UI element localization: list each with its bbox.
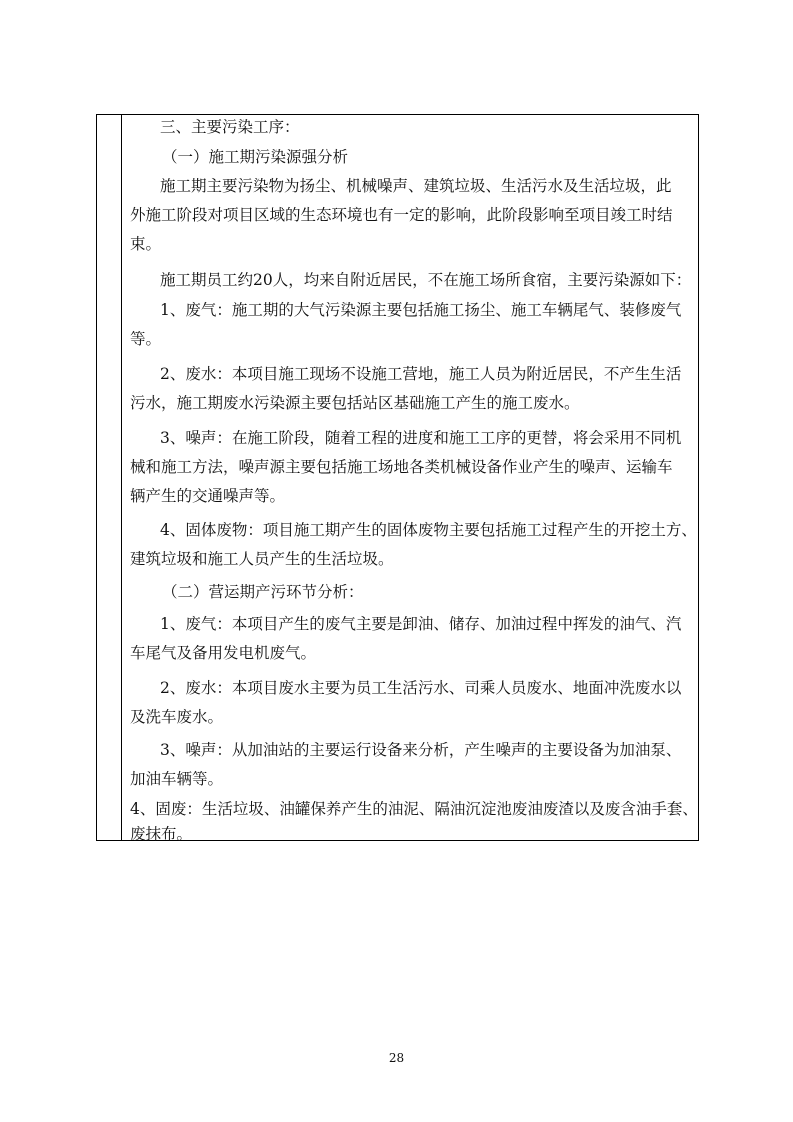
page-number: 28 bbox=[388, 1051, 405, 1065]
paragraph-line: 污水，施工期废水污染源主要包括站区基础施工产生的施工废水。 bbox=[130, 394, 580, 412]
intro-line-2: 外施工阶段对项目区域的生态环境也有一定的影响，此阶段影响至项目竣工时结 bbox=[130, 206, 673, 224]
paragraph-line: 4、固体废物：项目施工期产生的固体废物主要包括施工过程产生的开挖土方、 bbox=[160, 521, 697, 539]
paragraph-line: 1、废气：施工期的大气污染源主要包括施工扬尘、施工车辆尾气、装修废气 bbox=[160, 301, 682, 319]
construction-item-2 bbox=[130, 360, 695, 418]
paragraph-line: 3、噪声：从加油站的主要运行设备来分析，产生噪声的主要设备为加油泵、 bbox=[160, 741, 682, 759]
paragraph-line: 3、噪声：在施工阶段，随着工程的进度和施工工序的更替，将会采用不同机 bbox=[160, 429, 682, 447]
paragraph-line: 等。 bbox=[130, 330, 162, 348]
construction-intro bbox=[130, 172, 695, 259]
paragraph-line: 车尾气及备用发电机废气。 bbox=[130, 644, 317, 662]
paragraph-line: 4、固废：生活垃圾、油罐保养产生的油泥、隔油沉淀池废油废渣以及废含油手套、 bbox=[130, 800, 698, 818]
construction-item-4 bbox=[130, 516, 695, 574]
paragraph-line: 2、废水：本项目施工现场不设施工营地，施工人员为附近居民，不产生生活 bbox=[160, 365, 682, 383]
paragraph-line: 废抹布。 bbox=[130, 825, 193, 843]
operation-item-2 bbox=[130, 674, 695, 732]
paragraph-line: 辆产生的交通噪声等。 bbox=[130, 487, 286, 505]
paragraph-line: 建筑垃圾和施工人员产生的生活垃圾。 bbox=[130, 550, 394, 568]
operation-item-1 bbox=[130, 610, 695, 668]
paragraph-line: 1、废气：本项目产生的废气主要是卸油、储存、加油过程中挥发的油气、汽 bbox=[160, 615, 682, 633]
operation-heading: （二）营运期产污环节分析： bbox=[162, 583, 364, 601]
paragraph-line: 及洗车废水。 bbox=[130, 708, 224, 726]
paragraph-line: 械和施工方法，噪声源主要包括施工场地各类机械设备作业产生的噪声、运输车 bbox=[130, 458, 673, 476]
intro-line-3: 束。 bbox=[130, 235, 162, 253]
construction-heading: （一）施工期污染源强分析 bbox=[162, 148, 349, 166]
construction-staff bbox=[130, 266, 695, 295]
table-column-divider bbox=[121, 115, 122, 840]
operation-item-4 bbox=[130, 797, 698, 847]
paragraph-line: 2、废水：本项目废水主要为员工生活污水、司乘人员废水、地面冲洗废水以 bbox=[160, 679, 682, 697]
paragraph-line: 加油车辆等。 bbox=[130, 770, 224, 788]
operation-item-3 bbox=[130, 736, 695, 794]
construction-item-1 bbox=[130, 296, 695, 354]
construction-item-3 bbox=[130, 424, 695, 511]
section-title: 三、主要污染工序： bbox=[160, 118, 300, 136]
staff-line: 施工期员工约20人，均来自附近居民，不在施工场所食宿，主要污染源如下： bbox=[160, 271, 692, 289]
intro-line-1: 施工期主要污染物为扬尘、机械噪声、建筑垃圾、生活污水及生活垃圾，此 bbox=[160, 177, 672, 195]
